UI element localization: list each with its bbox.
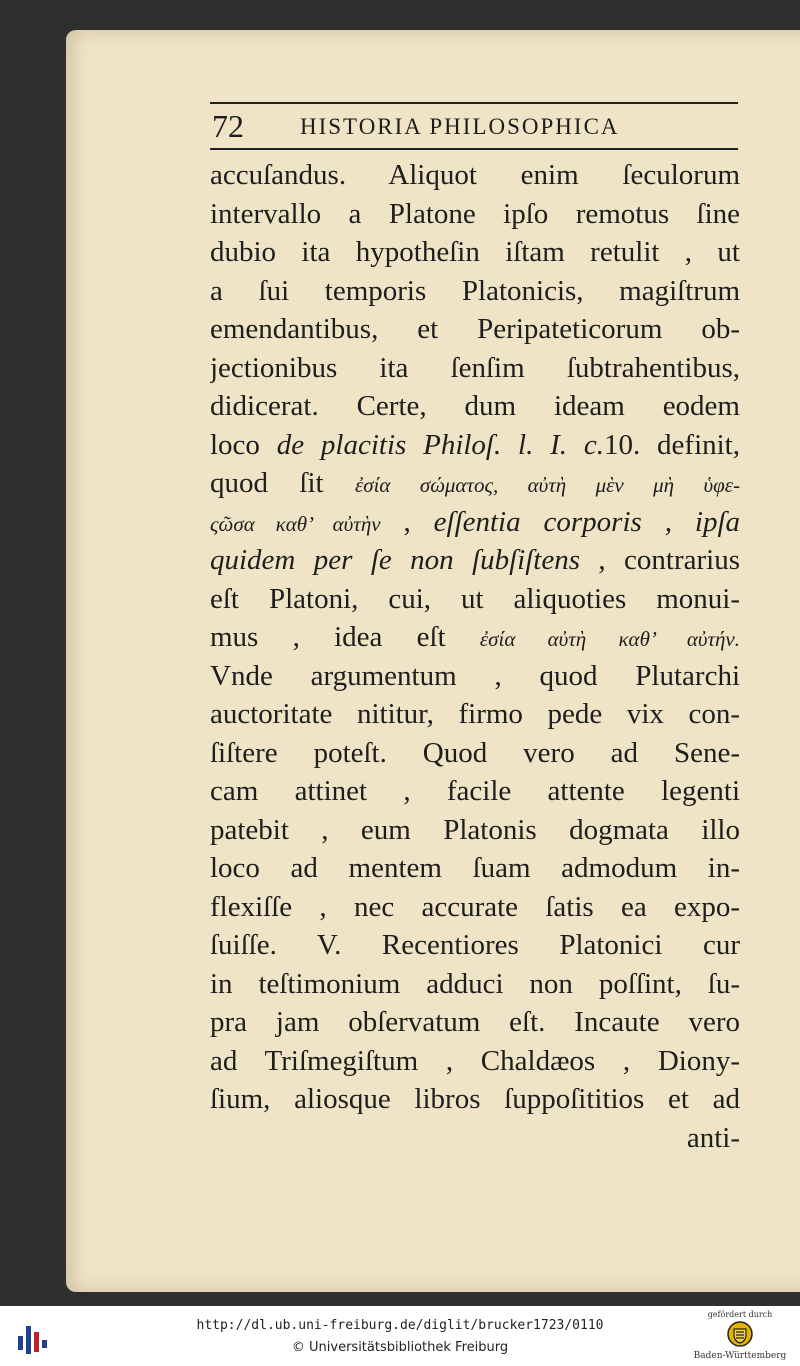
- text-run: a ſui temporis Platonicis, magiſtrum: [210, 274, 740, 307]
- running-title: HISTORIA PHILOSOPHICA: [300, 114, 620, 139]
- text-run: quod ſit: [210, 467, 355, 499]
- text-line: [210, 272, 740, 311]
- text-line: [210, 156, 740, 195]
- text-run: flexiſſe , nec accurate ſatis ea expo-: [210, 890, 740, 923]
- italic-text: eſſentia corporis , ipſa: [433, 505, 740, 538]
- page-number: 72: [212, 108, 244, 144]
- text-run: eſt Platoni, cui, ut aliquoties monui-: [210, 582, 740, 615]
- text-run: auctoritate nititur, firmo pede vix con-: [210, 698, 740, 730]
- text-line: [210, 426, 740, 465]
- permalink-url[interactable]: http://dl.ub.uni-freiburg.de/diglit/brucker1723/0110: [196, 1318, 604, 1333]
- text-line: [210, 849, 740, 888]
- text-line: [210, 657, 740, 696]
- header-rule-top: [210, 102, 738, 104]
- text-line: [210, 1042, 740, 1081]
- copyright-notice: © Universitätsbibliothek Freiburg: [291, 1340, 509, 1355]
- text-run: patebit , eum Platonis dogmata illo: [210, 813, 740, 846]
- text-line: [210, 195, 740, 234]
- sponsor-caption: gefördert durch: [707, 1310, 773, 1319]
- text-line: [210, 1003, 740, 1042]
- text-line: [210, 811, 740, 850]
- text-run: accuſandus. Aliquot enim ſeculorum: [210, 159, 740, 191]
- text-line: [210, 965, 740, 1004]
- text-run: jectionibus ita ſenſim ſubtrahentibus,: [210, 351, 740, 384]
- text-line: [210, 926, 740, 965]
- text-run: loco: [210, 428, 277, 461]
- text-run: dubio ita hypotheſin iſtam retulit , ut: [210, 236, 740, 268]
- text-line: [210, 695, 740, 734]
- greek-text: ἐσία αὐτὴ καθ’ αὐτήν.: [479, 627, 740, 651]
- body-text: [210, 156, 740, 1157]
- text-run: ſuiſſe. V. Recentiores Platonici cur: [210, 929, 740, 961]
- text-line: [210, 618, 740, 657]
- text-line: [210, 503, 740, 542]
- text-line: [210, 233, 740, 272]
- text-run: intervallo a Platone ipſo remotus ſine: [210, 197, 740, 230]
- text-line: [210, 772, 740, 811]
- page-header: [210, 106, 738, 146]
- italic-text: de placitis Philoſ. l. I. c.: [276, 428, 604, 461]
- header-rule-bottom: [210, 148, 738, 150]
- viewer-footer: [0, 1306, 800, 1366]
- text-run: ſiſtere poteſt. Quod vero ad Sene-: [210, 736, 740, 769]
- text-run: ſium, aliosque libros ſuppoſititios et ad: [210, 1083, 740, 1115]
- sponsor-badge: [690, 1310, 790, 1364]
- text-line: [210, 1080, 740, 1119]
- text-line: [210, 734, 740, 773]
- text-run: loco ad mentem ſuam admodum in-: [210, 852, 740, 884]
- text-line: [210, 387, 740, 426]
- text-run: ad Triſmegiſtum , Chaldæos , Diony-: [210, 1044, 740, 1077]
- sponsor-name: Baden-Württemberg: [693, 1351, 787, 1361]
- text-run: mus , idea eſt: [210, 621, 480, 653]
- text-run: , contrarius: [579, 544, 740, 576]
- text-run: in teſtimonium adduci non poſſint, ſu-: [210, 967, 740, 1000]
- text-run: emendantibus, et Peripateticorum ob-: [210, 313, 740, 345]
- catchword: anti-: [686, 1121, 740, 1154]
- greek-text: ςῶσα καθ’ αὐτὴν: [210, 511, 381, 536]
- text-line: [210, 464, 740, 503]
- text-run: Vnde argumentum , quod Plutarchi: [210, 659, 740, 692]
- text-run: 10. definit,: [603, 428, 740, 461]
- text-line: [210, 888, 740, 927]
- greek-text: ἐσία σώματος, αὐτὴ μὲν μὴ ὑφε-: [354, 473, 740, 497]
- text-run: pra jam obſervatum eſt. Incaute vero: [210, 1006, 740, 1038]
- text-run: didicerat. Certe, dum ideam eodem: [210, 390, 740, 422]
- text-line: [210, 580, 740, 619]
- baden-wuerttemberg-emblem-icon: [727, 1321, 753, 1347]
- text-line: [210, 541, 740, 580]
- italic-text: quidem per ſe non ſubſiſtens: [210, 544, 580, 576]
- text-run: cam attinet , facile attente legenti: [210, 775, 740, 807]
- text-run: ,: [380, 505, 434, 538]
- text-line: [210, 310, 740, 349]
- text-line: [210, 349, 740, 388]
